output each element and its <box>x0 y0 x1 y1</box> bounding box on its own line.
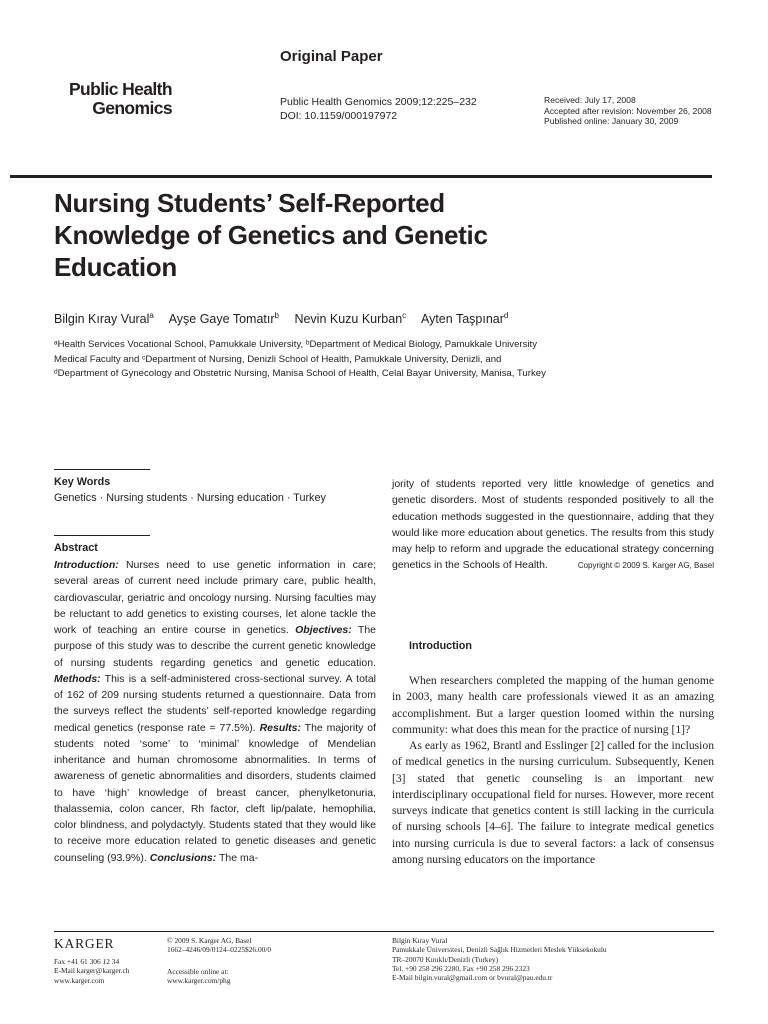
author-affil-sup: c <box>402 311 407 320</box>
publisher-logo: KARGER <box>54 936 115 951</box>
keywords-heading: Key Words <box>54 476 111 488</box>
journal-logo-line: Public Health <box>68 79 172 99</box>
footer-issn: 1662–4246/09/0124–0225$26.00/0 <box>167 945 272 955</box>
online-access <box>167 967 230 986</box>
author-affil-sup: b <box>274 311 279 320</box>
journal-citation: Public Health Genomics 2009;12:225–232 <box>280 96 477 108</box>
publisher-contact <box>54 957 129 985</box>
abstract-rule <box>54 535 150 536</box>
footer-copyright <box>167 936 271 955</box>
introduction-paragraph: As early as 1962, Brantl and Esslinger [2] called for the inclusion of medical genetics in the nursing curriculum. Subsequently, Kenen [3] stated that genetic counseling is an important new interdisciplinary occupational field for nurses. However, more recent surveys indicate that genetics content is still lacking in the curricula of nursing schools [4–6]. The failure to integrate medical genetics into nursing curricula is due to several factors: a lack of consensus among nursing educators on the importance <box>392 739 714 866</box>
correspondence-email[interactable]: E-Mail bilgin.vural@gmail.com or bvural@pau.edu.tr <box>392 973 553 983</box>
abstract-continuation <box>392 476 714 574</box>
affiliation-line: Medical Faculty and ᶜDepartment of Nursing, Denizli School of Health, Pamukkale University, Denizli, and <box>54 353 502 365</box>
abstract-body <box>54 557 376 866</box>
publisher-website[interactable]: www.karger.com <box>54 975 105 985</box>
abstract-conclusions-start: The ma- <box>216 851 259 864</box>
correspondence-line: TR–20070 Kınıklı/Denizli (Turkey) <box>392 954 499 964</box>
dates-block <box>544 95 712 127</box>
affiliations <box>54 338 654 382</box>
citation-block <box>280 95 477 123</box>
abstract-intro-label: Introduction: <box>54 559 119 571</box>
author-name: Ayten Taşpınar <box>420 312 504 327</box>
keywords-rule <box>54 469 150 470</box>
accepted-date: Accepted after revision: November 26, 2008 <box>544 105 712 116</box>
abstract-objectives: The purpose of this study was to describe the current genetic knowledge of nursing students regarding genetics and genetic education. <box>54 624 376 669</box>
abstract-conclusions-rest: jority of students reported very little knowledge of genetics and genetic disorders. Most of students responded positively to all the education methods suggested in the questionnaire, adding that they would like more education about genetics. The results from this study may help to reform and upgrade the educational strategy concerning genetics in the Schools of Health. <box>392 478 714 572</box>
abstract-methods-label: Methods: <box>54 672 101 685</box>
received-date: Received: July 17, 2008 <box>544 95 636 105</box>
abstract-methods: This is a self-administered cross-sectional survey. A total of 162 of 209 nursing students returned a questionnaire. Data from the surveys reflect the students’ self-reported knowledge regarding medical genetics (response rate = 77.5%). <box>54 672 376 734</box>
journal-logo-line: Genomics <box>92 98 172 118</box>
abstract-results: The majority of students noted ‘some’ to ‘minimal’ knowledge of Mendelian inheritance and human chromosome abnormalities. In terms of awareness of genetic abnormalities and disorders, students claimed to have ‘high’ knowledge of breast cancer, phenylketonuria, thalassemia, colon cancer, Rh factor, cleft lip/palate, hemophilia, color blindness, and polydactyly. Students stated that they would like to receive more education related to genetic diseases and genetic counseling (93.9%). <box>54 721 376 864</box>
abstract-results-label: Results: <box>259 721 301 734</box>
affiliation-line: ᵈDepartment of Gynecology and Obstetric Nursing, Manisa School of Health, Celal Bayar University, Manisa, Turkey <box>54 368 546 379</box>
author-list <box>54 311 520 326</box>
footer-rule <box>54 931 714 932</box>
correspondence-block <box>392 936 607 982</box>
abstract-heading: Abstract <box>54 542 98 554</box>
introduction-paragraph: When researchers completed the mapping of the human genome in 2003, many health care professionals viewed it as an amazing accomplishment. But a larger question loomed within the nursing community: what does this mean for the practice of nursing [1]? <box>392 674 714 736</box>
author-name: Ayşe Gaye Tomatır <box>168 312 275 327</box>
author <box>294 312 406 326</box>
abstract-intro: Nurses need to use genetic information in care; several areas of current need include primary care, public health, cardiovascular, geriatric and oncology nursing. Nursing faculties may be reluctant to add genetics to existing courses, let alone tackle the work of teaching an entire course in genetics. <box>54 559 376 636</box>
correspondence-line: Pamukkale Üniversitesi, Denizli Sağlık Hizmetleri Meslek Yüksekokulu <box>392 945 607 955</box>
abstract-copyright: Copyright © 2009 S. Karger AG, Basel <box>577 560 714 570</box>
online-label: Accessible online at: <box>167 967 229 976</box>
correspondence-line: Bilgin Kıray Vural <box>392 936 448 945</box>
abstract-conclusions-label: Conclusions: <box>149 851 217 864</box>
introduction-body <box>392 673 714 868</box>
author-name: Nevin Kuzu Kurban <box>294 312 403 327</box>
author-affil-sup: d <box>503 311 509 320</box>
abstract-objectives-label: Objectives: <box>295 624 352 636</box>
title-line: Nursing Students’ Self-Reported <box>54 188 445 218</box>
introduction-heading: Introduction <box>409 640 472 652</box>
article-title <box>54 187 734 283</box>
title-line: Education <box>54 252 177 282</box>
author <box>169 312 279 326</box>
footer-copyright-line: © 2009 S. Karger AG, Basel <box>167 936 252 945</box>
journal-logo <box>54 80 172 118</box>
title-line: Knowledge of Genetics and Genetic <box>54 220 488 250</box>
paper-type-label: Original Paper <box>280 48 383 65</box>
online-url[interactable]: www.karger.com/phg <box>167 976 231 986</box>
keywords-list: Genetics · Nursing students · Nursing education · Turkey <box>54 492 326 504</box>
header-rule <box>10 175 712 178</box>
author-name: Bilgin Kıray Vural <box>54 312 150 327</box>
publisher-email[interactable]: E-Mail karger@karger.ch <box>54 966 130 976</box>
correspondence-line: Tel. +90 258 296 2280, Fax +90 258 296 2323 <box>392 963 530 973</box>
publisher-fax: Fax +41 61 306 12 34 <box>54 957 120 966</box>
published-date: Published online: January 30, 2009 <box>544 116 679 126</box>
author-affil-sup: a <box>149 311 154 320</box>
author <box>54 312 154 326</box>
affiliation-line: ᵃHealth Services Vocational School, Pamukkale University, ᵇDepartment of Medical Biology, Pamukkale University <box>54 339 537 350</box>
doi[interactable]: DOI: 10.1159/000197972 <box>280 110 398 122</box>
author <box>421 312 508 326</box>
